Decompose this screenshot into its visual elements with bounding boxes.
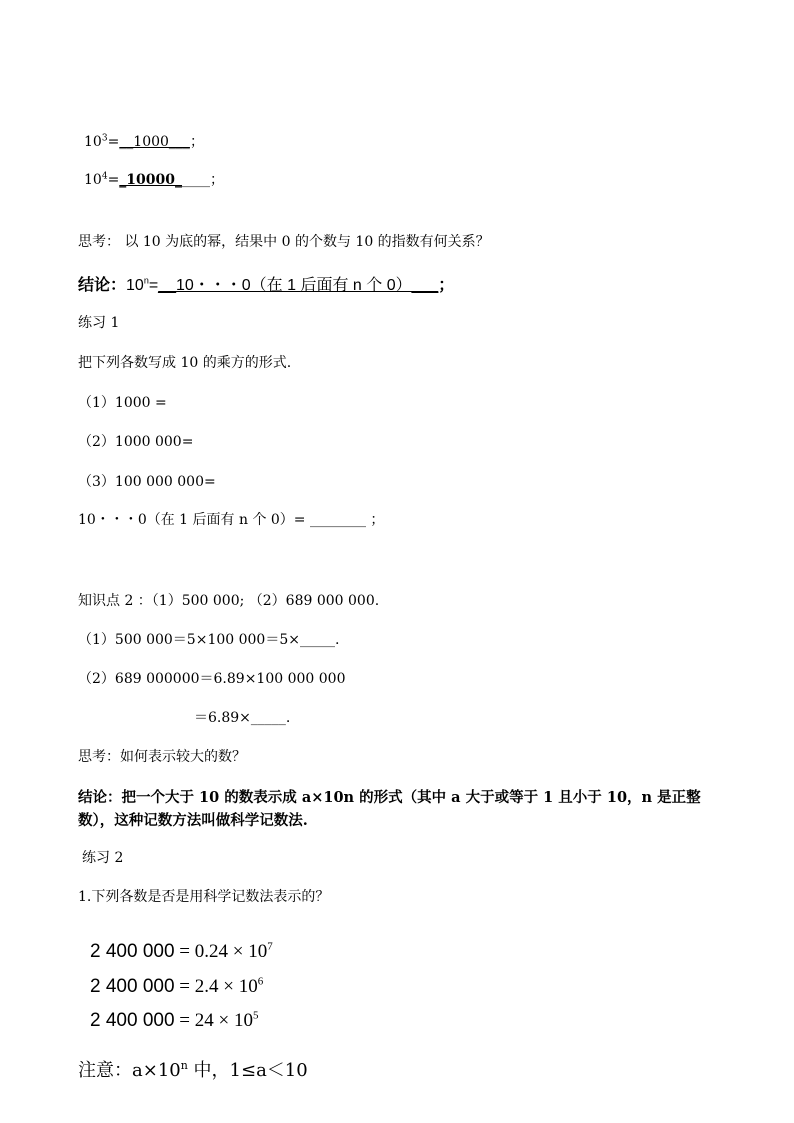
equation-1 — [90, 941, 273, 964]
pattern-text: 10・・・0（在 1 后面有 n 个 0）= — [78, 512, 310, 528]
punctuation: . — [334, 632, 340, 648]
conclusion-2-line-2: 数），这种记数方法叫做科学记数法. — [78, 812, 308, 829]
equals-sign: = — [107, 134, 120, 150]
equation-2 — [90, 976, 263, 999]
knowledge-point-2: 知识点 2 ：（1）500 000; （2）689 000 000. — [78, 593, 380, 609]
conclusion-2-line-1: 结论：把一个大于 10 的数表示成 a×10n 的形式（其中 a 大于或等于 1 且小于 10，n 是正整 — [78, 789, 701, 806]
blank: ________ — [309, 512, 366, 528]
knowledge-2-line-1 — [78, 632, 339, 649]
times-sign: × — [218, 976, 239, 997]
note-line — [78, 1060, 308, 1082]
blank: _____ — [250, 710, 286, 726]
exponent: 6 — [257, 975, 264, 988]
base: 10 — [238, 976, 258, 997]
practice-1-item-2: （2）1000 000= — [78, 434, 194, 450]
note-condition: 中，1≤a＜10 — [187, 1060, 308, 1081]
exponent: 3 — [101, 133, 108, 144]
base: 10 — [248, 941, 268, 962]
times-sign: × — [213, 1010, 234, 1031]
zero-pattern-line — [78, 512, 384, 529]
expression: ＝6.89× — [194, 710, 251, 726]
equation-left: 2 400 000 — [90, 976, 175, 997]
coefficient: 2.4 — [194, 976, 219, 997]
base: 10 — [84, 134, 102, 150]
note-expression: a×10 — [132, 1060, 181, 1081]
note-label: 注意： — [78, 1060, 132, 1081]
equals-sign: = — [107, 172, 120, 188]
blank: _____ — [299, 632, 335, 648]
practice-1-heading: 练习 1 — [78, 315, 120, 331]
equation-3 — [90, 1010, 258, 1033]
practice-2-heading: 练习 2 — [82, 850, 124, 866]
expression: （1）500 000＝5×100 000＝5× — [78, 632, 300, 648]
exponent: n — [180, 1059, 188, 1072]
knowledge-2-line-2: （2）689 000000＝6.89×100 000 000 — [78, 671, 346, 687]
exponent: 4 — [101, 171, 108, 182]
equation-left: 2 400 000 — [90, 1010, 175, 1031]
exponent: 5 — [252, 1009, 259, 1022]
equals-sign: = — [174, 1010, 195, 1031]
conclusion-label: 结论： — [78, 277, 127, 294]
practice-1-instruction: 把下列各数写成 10 的乘方的形式. — [78, 355, 292, 371]
coefficient: 24 — [194, 1010, 214, 1031]
equals-sign: = — [174, 976, 195, 997]
think-question-2: 思考：如何表示较大的数？ — [78, 749, 246, 765]
equation-left: 2 400 000 — [90, 941, 175, 962]
conclusion-answer: __10・・・0（在 1 后面有 n 个 0）___ — [158, 277, 439, 294]
power-line-10-cubed — [84, 134, 204, 151]
times-sign: × — [228, 941, 249, 962]
answer-1000: __1000___ — [119, 134, 190, 150]
equals-sign: = — [148, 277, 159, 294]
exponent: n — [143, 275, 149, 286]
practice-1-item-3: （3）100 000 000= — [78, 474, 216, 490]
answer-10000: _10000_ — [119, 172, 183, 188]
practice-2-question: 1.下列各数是否是用科学记数法表示的？ — [78, 889, 330, 905]
power-line-10-fourth — [84, 172, 224, 189]
conclusion-1 — [78, 276, 454, 295]
knowledge-2-line-3 — [194, 710, 290, 727]
think-question-1: 思考： 以 10 为底的幂，结果中 0 的个数与 10 的指数有何关系？ — [78, 234, 490, 250]
base: 10 — [84, 172, 102, 188]
punctuation: ； — [365, 512, 385, 528]
punctuation: ； — [438, 277, 455, 294]
punctuation: ； — [189, 134, 204, 150]
punctuation: ； — [210, 172, 225, 188]
equals-sign: = — [174, 941, 195, 962]
coefficient: 0.24 — [194, 941, 228, 962]
punctuation: . — [285, 710, 291, 726]
base: 10 — [233, 1010, 253, 1031]
base: 10 — [126, 277, 144, 294]
exponent: 7 — [267, 940, 273, 953]
blank: ____ — [182, 172, 211, 188]
practice-1-item-1: （1）1000 = — [78, 395, 167, 411]
